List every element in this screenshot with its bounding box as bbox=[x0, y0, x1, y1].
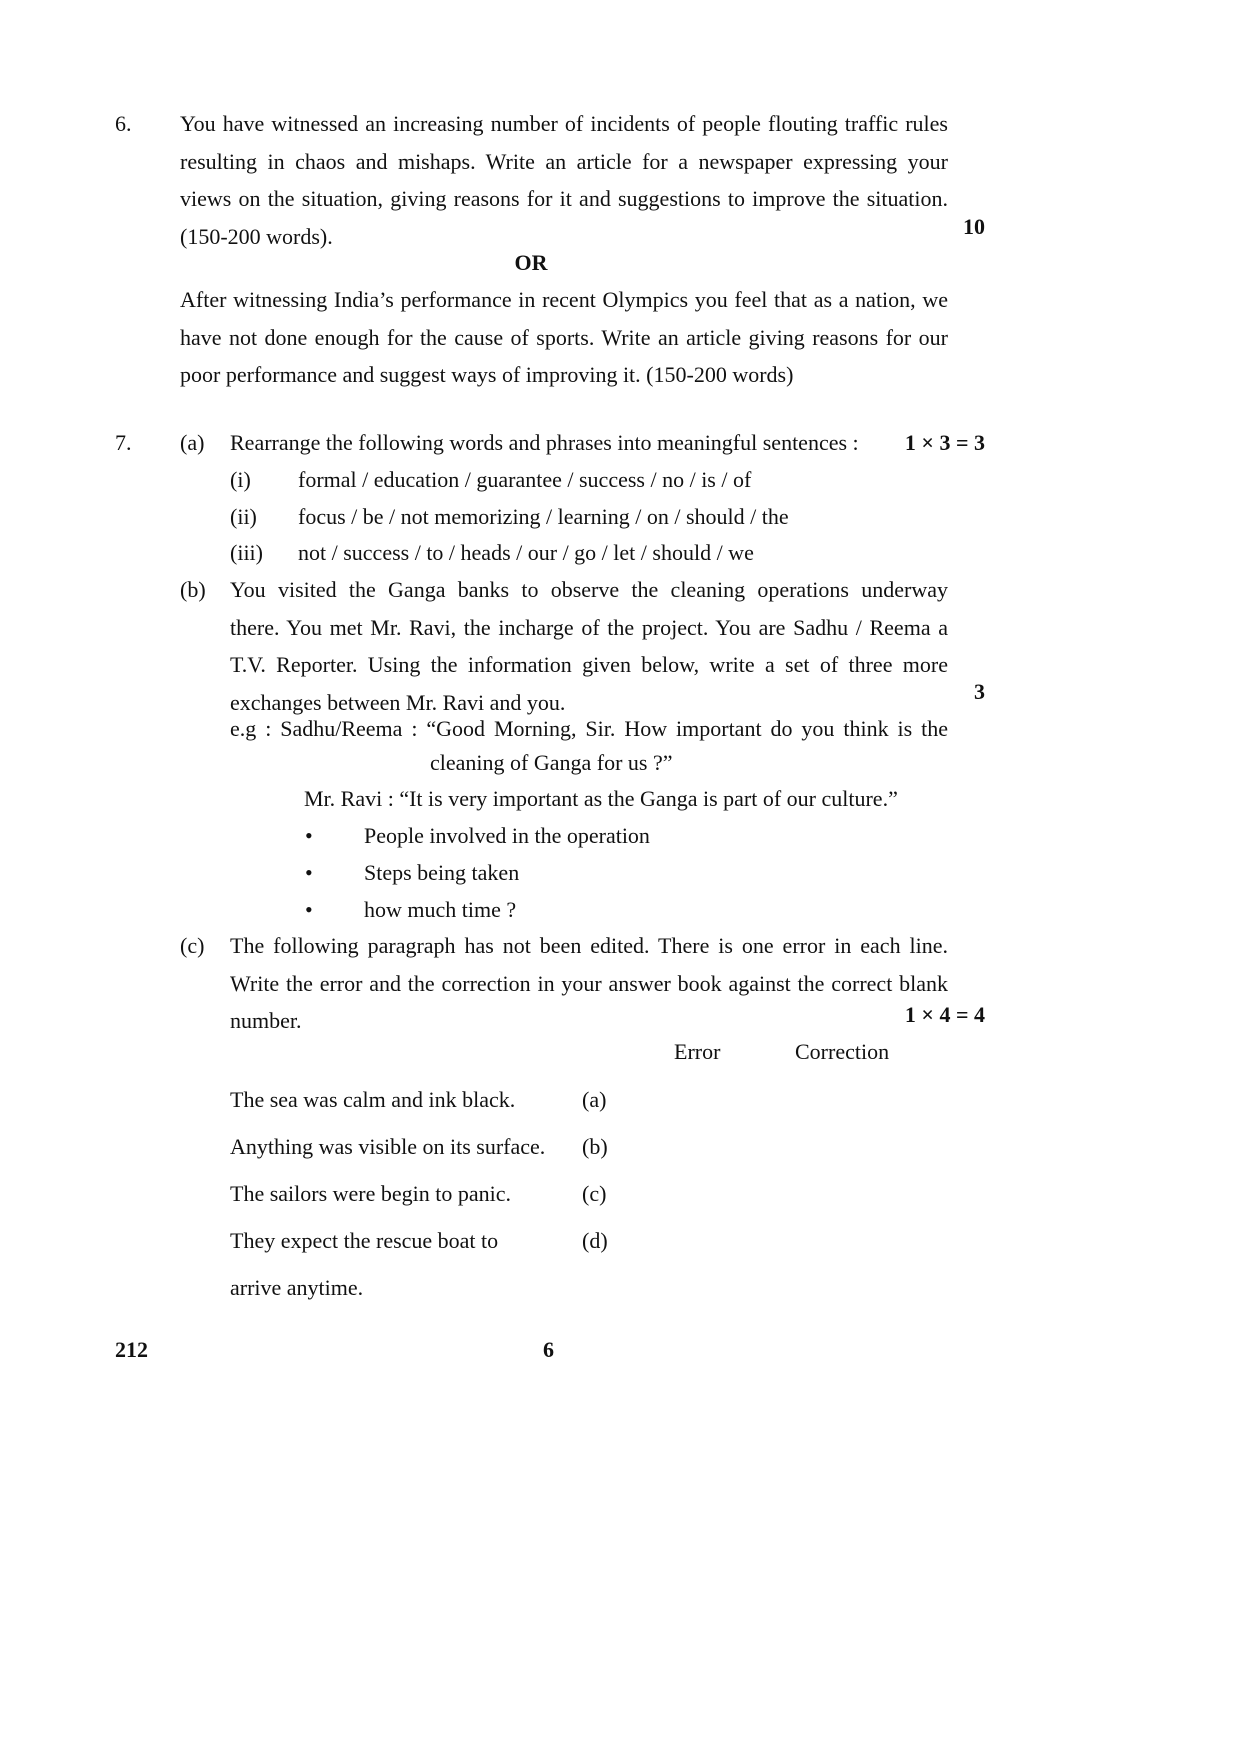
example-dialogue bbox=[230, 710, 948, 748]
editing-line: arrive anytime. bbox=[230, 1275, 364, 1300]
part-c-line: The following paragraph has not been edited. There is one error in each line. bbox=[230, 933, 948, 958]
question-number-6: 6. bbox=[115, 111, 132, 136]
rearrange-item-text: not / success / to / heads / our / go / let / should / we bbox=[298, 540, 754, 565]
part-c-line: Write the error and the correction in your answer book against the correct blank bbox=[230, 970, 948, 996]
part-a-instruction: Rearrange the following words and phrases into meaningful sentences : bbox=[230, 430, 859, 455]
paper-code: 212 bbox=[115, 1337, 148, 1362]
editing-blank: (b) bbox=[582, 1134, 608, 1159]
part-a-marks: 1 × 3 = 3 bbox=[904, 430, 985, 455]
part-c-line: number. bbox=[230, 1008, 302, 1033]
bullet: • bbox=[305, 897, 313, 922]
rearrange-item-text: focus / be / not memorizing / learning / on / should / the bbox=[298, 504, 789, 529]
question-6-marks: 10 bbox=[963, 214, 985, 239]
question-number-7: 7. bbox=[115, 430, 132, 455]
rearrange-item-text: formal / education / guarantee / success / no / is / of bbox=[298, 467, 752, 492]
question-6-alt-line: poor performance and suggest ways of improving it. (150-200 words) bbox=[180, 362, 794, 387]
bullet-item: how much time ? bbox=[364, 897, 517, 922]
editing-line: Anything was visible on its surface. bbox=[230, 1134, 546, 1159]
question-6-alt-line: After witnessing India’s performance in recent Olympics you feel that as a nation, we bbox=[180, 287, 948, 312]
part-b-line: exchanges between Mr. Ravi and you. bbox=[230, 689, 566, 715]
column-header-error: Error bbox=[674, 1039, 721, 1064]
editing-line: They expect the rescue boat to bbox=[230, 1228, 499, 1253]
question-6-line: (150-200 words). bbox=[180, 223, 333, 249]
or-separator: OR bbox=[514, 250, 548, 275]
part-b-label: (b) bbox=[180, 577, 206, 602]
example-line-continued: cleaning of Ganga for us ?” bbox=[430, 750, 673, 775]
editing-line: The sea was calm and ink black. bbox=[230, 1087, 516, 1112]
part-b-line: You visited the Ganga banks to observe the cleaning operations underway bbox=[230, 577, 948, 602]
example-line: e.g : Sadhu/Reema : “Good Morning, Sir. How important do you think is the bbox=[230, 716, 948, 741]
part-c-label: (c) bbox=[180, 933, 205, 958]
editing-blank: (a) bbox=[582, 1087, 607, 1112]
editing-line: The sailors were begin to panic. bbox=[230, 1181, 512, 1206]
page-number: 6 bbox=[543, 1337, 554, 1362]
bullet-item: Steps being taken bbox=[364, 860, 520, 885]
part-c-text bbox=[230, 927, 948, 1040]
question-6-line: resulting in chaos and mishaps. Write an article for a newspaper expressing your bbox=[180, 148, 948, 174]
question-6-line: You have witnessed an increasing number of incidents of people flouting traffic rules bbox=[180, 111, 948, 136]
question-6-line: views on the situation, giving reasons for it and suggestions to improve the situation. bbox=[180, 186, 948, 211]
part-b-line: T.V. Reporter. Using the information given below, write a set of three more bbox=[230, 652, 948, 677]
rearrange-item-number: (i) bbox=[230, 467, 251, 492]
editing-blank: (c) bbox=[582, 1181, 607, 1206]
column-header-correction: Correction bbox=[795, 1039, 890, 1064]
question-6-text bbox=[180, 105, 948, 255]
part-b-line: there. You met Mr. Ravi, the incharge of the project. You are Sadhu / Reema a bbox=[230, 614, 948, 640]
bullet-item: People involved in the operation bbox=[364, 823, 650, 848]
part-a-label: (a) bbox=[180, 430, 205, 455]
rearrange-item-number: (ii) bbox=[230, 504, 257, 529]
rearrange-item-number: (iii) bbox=[230, 540, 263, 565]
part-b-marks: 3 bbox=[974, 679, 985, 704]
part-b-text bbox=[230, 571, 948, 721]
editing-blank: (d) bbox=[582, 1228, 608, 1253]
example-reply: Mr. Ravi : “It is very important as the Ganga is part of our culture.” bbox=[304, 786, 898, 811]
question-6-alt-line: have not done enough for the cause of sports. Write an article giving reasons for our bbox=[180, 324, 948, 350]
bullet: • bbox=[305, 860, 313, 885]
bullet: • bbox=[305, 823, 313, 848]
part-c-marks: 1 × 4 = 4 bbox=[904, 1002, 985, 1027]
question-6-alternative-text bbox=[180, 281, 948, 394]
